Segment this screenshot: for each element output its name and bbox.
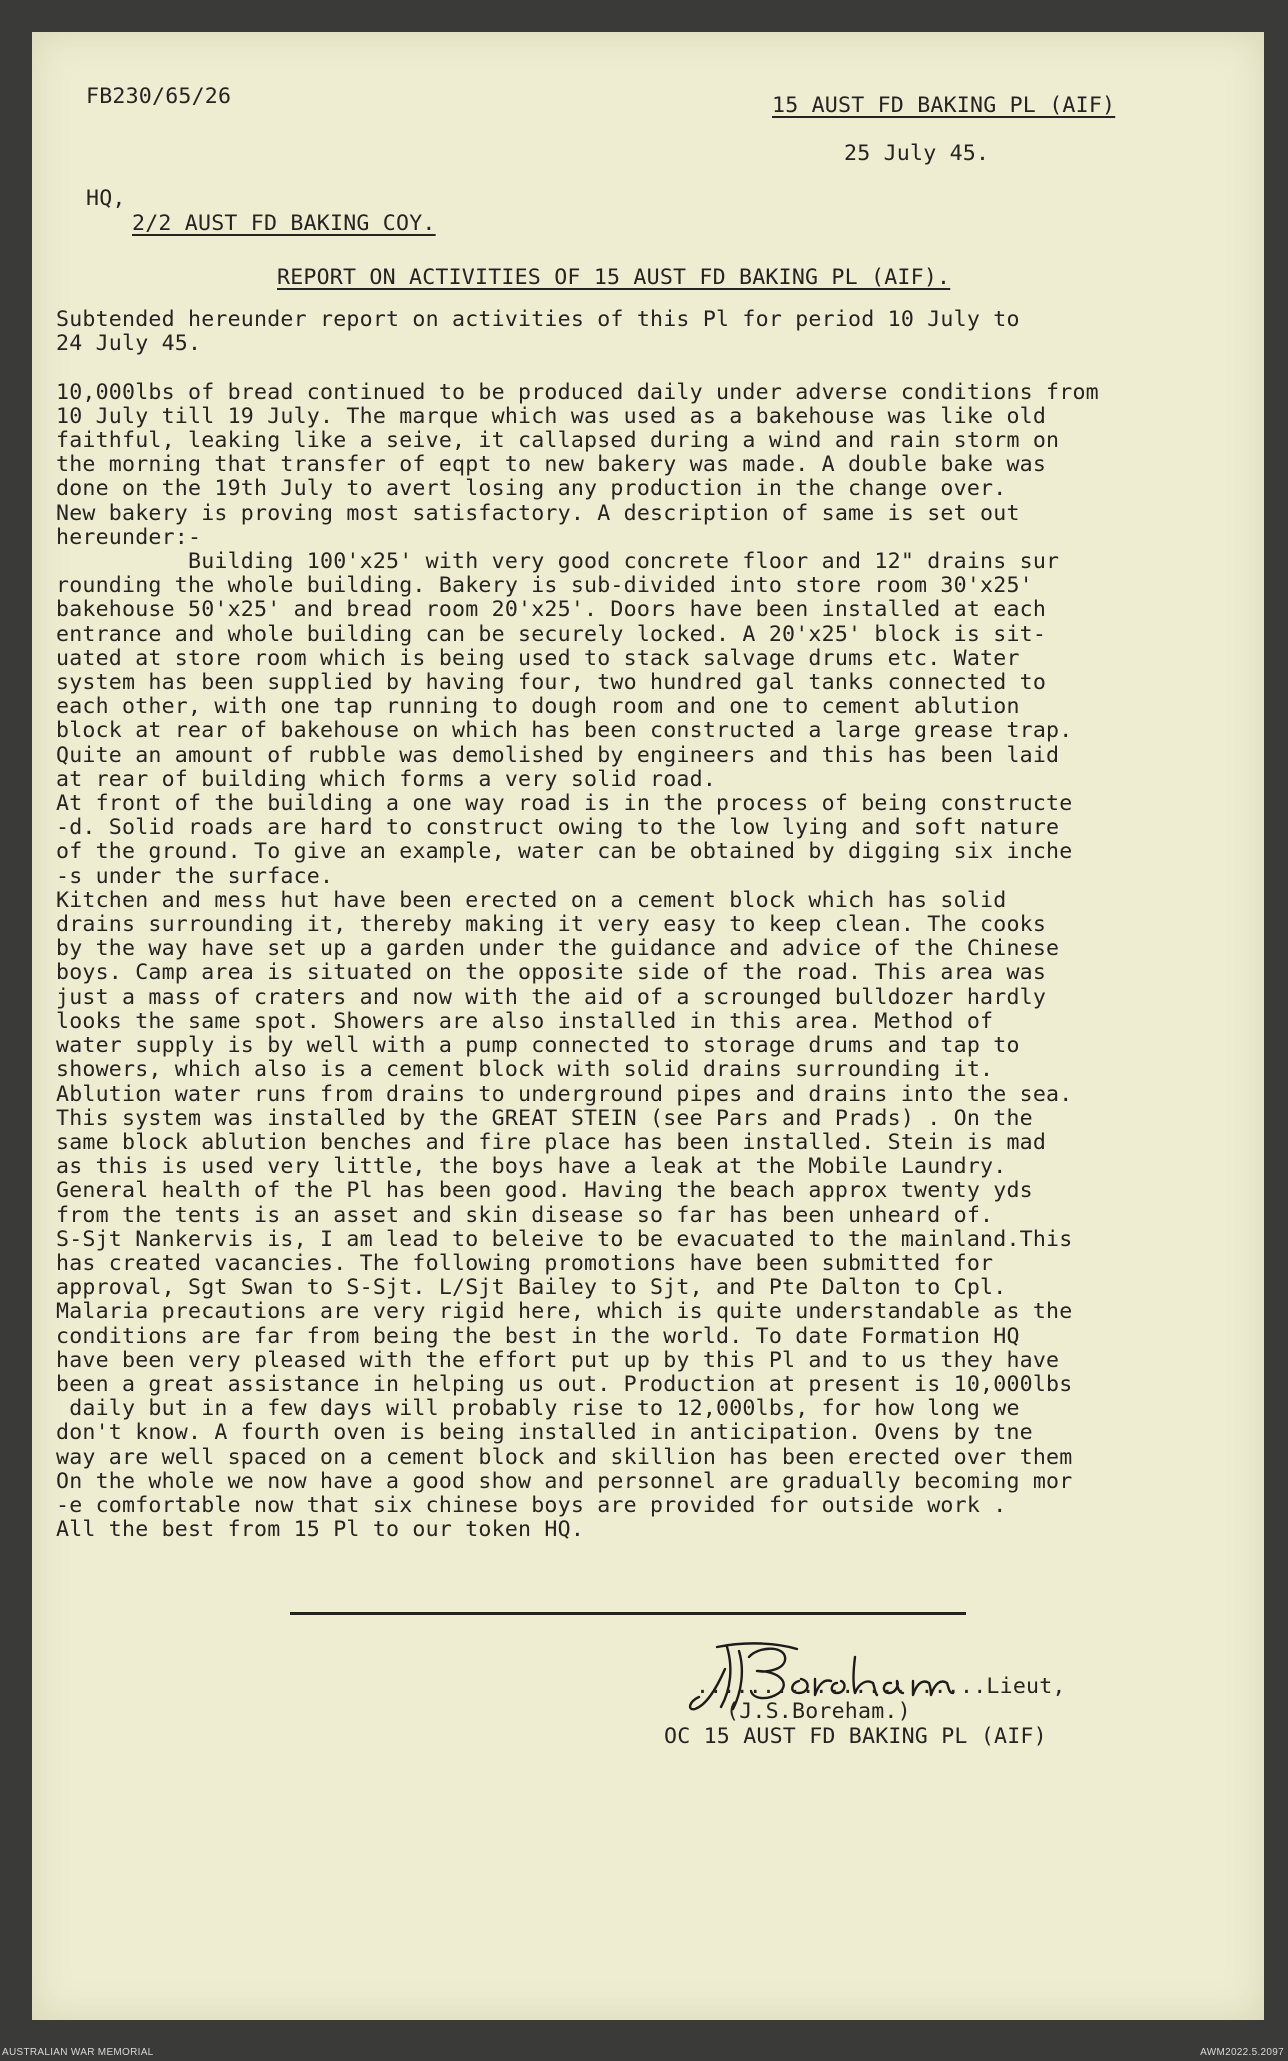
body-line: each other, with one tap running to dough room and one to cement ablution — [56, 694, 1020, 720]
body-line: -d. Solid roads are hard to construct owing to the low lying and soft nature — [56, 815, 1060, 841]
body-line: same block ablution benches and fire place has been installed. Stein is mad — [56, 1129, 1047, 1155]
body-line: 10,000lbs of bread continued to be produced daily under adverse conditions from — [56, 379, 1099, 405]
body-line: from the tents is an asset and skin disease so far has been unheard of. — [56, 1202, 994, 1228]
body-line: uated at store room which is being used to stack salvage drums etc. Water — [56, 645, 1020, 671]
letter-date: 25 July 45. — [844, 141, 990, 166]
body-line: has created vacancies. The following promotions have been submitted for — [56, 1250, 994, 1276]
body-line: approval, Sgt Swan to S-Sjt. L/Sjt Bailey to Sjt, and Pte Dalton to Cpl. — [56, 1275, 1007, 1301]
body-line: system has been supplied by having four, two hundred gal tanks connected to — [56, 670, 1047, 696]
unit-header: 15 AUST FD BAKING PL (AIF) — [772, 93, 1116, 118]
archive-credit: AUSTRALIAN WAR MEMORIAL — [2, 2047, 154, 2058]
body-line: Malaria precautions are very rigid here, which is quite understandable as the — [56, 1299, 1073, 1325]
body-line: looks the same spot. Showers are also installed in this area. Method of — [56, 1008, 994, 1034]
body-line: block at rear of bakehouse on which has been constructed a large grease trap. — [56, 718, 1073, 744]
file-reference: FB230/65/26 — [86, 84, 232, 109]
body-line: as this is used very little, the boys have a leak at the Mobile Laundry. — [56, 1154, 1007, 1180]
body-line: New bakery is proving most satisfactory. A description of same is set out — [56, 500, 1020, 526]
body-line: drains surrounding it, thereby making it very easy to keep clean. The cooks — [56, 912, 1047, 938]
body-line: entrance and whole building can be securely locked. A 20'x25' block is sit- — [56, 621, 1047, 647]
report-body — [56, 308, 1099, 1542]
body-line: On the whole we now have a good show and personnel are gradually becoming mor — [56, 1468, 1073, 1494]
report-title: REPORT ON ACTIVITIES OF 15 AUST FD BAKING PL (AIF). — [277, 265, 951, 290]
addressee: 2/2 AUST FD BAKING COY. — [132, 211, 436, 236]
body-line: Ablution water runs from drains to underground pipes and drains into the sea. — [56, 1081, 1073, 1107]
divider-rule — [290, 1612, 966, 1615]
body-line: At front of the building a one way road is in the process of being constructe — [56, 791, 1073, 817]
body-line: just a mass of craters and now with the aid of a scrounged bulldozer hardly — [56, 984, 1047, 1010]
document-page — [32, 32, 1264, 2020]
body-line: -s under the surface. — [56, 863, 334, 889]
body-line: water supply is by well with a pump connected to storage drums and tap to — [56, 1033, 1020, 1059]
signature-line: ......................Lieut, — [696, 1674, 1066, 1699]
body-line: This system was installed by the GREAT STEIN (see Pars and Prads) . On the — [56, 1105, 1033, 1131]
body-line: Building 100'x25' with very good concrete floor and 12" drains sur — [56, 549, 1060, 575]
body-line: at rear of building which forms a very solid road. — [56, 766, 717, 792]
body-line: way are well spaced on a cement block and skillion has been erected over them — [56, 1444, 1073, 1470]
body-line: faithful, leaking like a seive, it callapsed during a wind and rain storm on — [56, 428, 1060, 454]
body-line: 24 July 45. — [56, 331, 202, 357]
body-line: the morning that transfer of eqpt to new bakery was made. A double bake was — [56, 452, 1047, 478]
body-line: showers, which also is a cement block with solid drains surrounding it. — [56, 1057, 994, 1083]
body-line: hereunder:- — [56, 524, 202, 550]
body-line: -e comfortable now that six chinese boys are provided for outside work . — [56, 1492, 1007, 1518]
body-line: rounding the whole building. Bakery is sub-divided into store room 30'x25' — [56, 573, 1033, 599]
body-line: daily but in a few days will probably rise to 12,000lbs, for how long we — [56, 1396, 1020, 1422]
body-line: boys. Camp area is situated on the opposite side of the road. This area was — [56, 960, 1047, 986]
body-line: been a great assistance in helping us out. Production at present is 10,000lbs — [56, 1371, 1073, 1397]
body-line: bakehouse 50'x25' and bread room 20'x25'. Doors have been installed at each — [56, 597, 1047, 623]
body-line: done on the 19th July to avert losing any production in the change over. — [56, 476, 1007, 502]
body-line: 10 July till 19 July. The marque which was used as a bakehouse was like old — [56, 403, 1047, 429]
body-line: Quite an amount of rubble was demolished by engineers and this has been laid — [56, 742, 1060, 768]
body-line: All the best from 15 Pl to our token HQ. — [56, 1517, 585, 1543]
body-line: Subtended hereunder report on activities of this Pl for period 10 July to — [56, 307, 1020, 332]
body-line: don't know. A fourth oven is being installed in anticipation. Ovens by tne — [56, 1420, 1033, 1446]
body-line: Kitchen and mess hut have been erected on a cement block which has solid — [56, 887, 1007, 913]
body-line: by the way have set up a garden under the guidance and advice of the Chinese — [56, 936, 1060, 962]
signatory-position: OC 15 AUST FD BAKING PL (AIF) — [664, 1724, 1047, 1749]
body-line: S-Sjt Nankervis is, I am lead to beleive to be evacuated to the mainland.This — [56, 1226, 1073, 1252]
body-line: of the ground. To give an example, water can be obtained by digging six inche — [56, 839, 1073, 865]
body-line: conditions are far from being the best in the world. To date Formation HQ — [56, 1323, 1020, 1349]
archive-reference: AWM2022.5.2097 — [1200, 2047, 1284, 2058]
body-line: have been very pleased with the effort put up by this Pl and to us they have — [56, 1347, 1060, 1373]
signatory-name: (J.S.Boreham.) — [726, 1699, 911, 1724]
body-line — [56, 356, 1099, 380]
to-line: HQ, — [86, 186, 126, 211]
body-line: General health of the Pl has been good. Having the beach approx twenty yds — [56, 1178, 1033, 1204]
